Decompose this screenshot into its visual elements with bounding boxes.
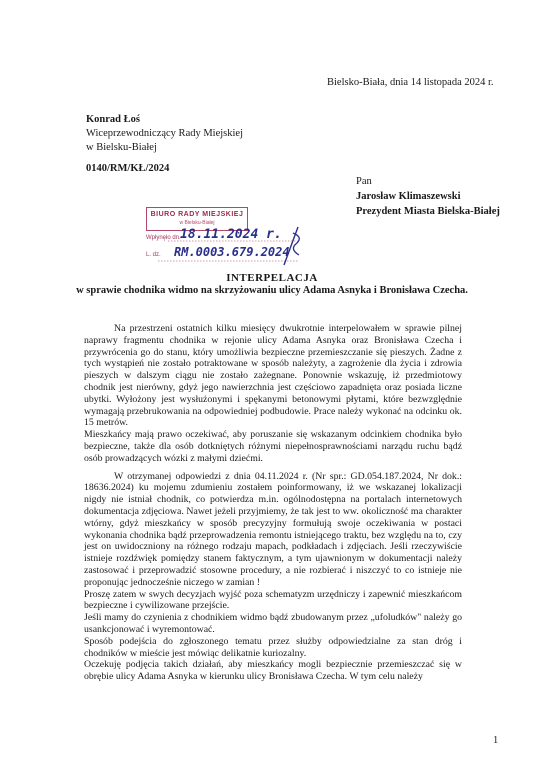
paragraph: Mieszkańcy mają prawo oczekiwać, aby poruszanie się wskazanym odcinkiem chodnika było bezpieczne, także dla osób dotkniętych różnymi niepełnosprawnościami narządu ruchu bądź osób prowadzących wózki z małymi dziećmi. (84, 429, 462, 464)
paragraph: W otrzymanej odpowiedzi z dnia 04.11.2024 r. (Nr spr.: GD.054.187.2024, Nr dok.: 18636.2024) ku mojemu zdumieniu zostałem poinformowany, iż we wskazanej lokalizacji nigdy nie istniał chodnik, co potwierdza m.in. ogólnodostępna na portalach internetowych dokumentacja zdjęciowa. Nawet jeżeli przyjmiemy, że tak jest to ww. okoliczność ma charakter wtórny, gdyż mieszkańcy w sposób precyzyjny formułują swoje oczekiwania w postaci wykonania chodnika bądź przeprowadzenia remontu istniejącego traktu, bez względu na to, czy jest on uwidoczniony na różnego rodzaju mapach, podkładach i zdjęciach. Jeśli rzeczywiście istnieje rozdźwięk pomiędzy stanem faktycznym, a tym ujawnionym w dokumentacji należy zastosować i przeprowadzić stosowne procedury, a nie rozbierać i niszczyć to co istnieje nie proponując jednocześnie niczego w zamian ! (84, 470, 462, 588)
recipient-title: Prezydent Miasta Bielska-Białej (356, 206, 500, 217)
stamp-received-date: 18.11.2024 r. (180, 227, 282, 242)
paragraph: Na przestrzeni ostatnich kilku miesięcy dwukrotnie interpelowałem w sprawie pilnej naprawy fragmentu chodnika w rejonie ulicy Adama Asnyka oraz Bronisława Czecha i przywrócenia go do stanu, który umożliwia bezpieczne przemieszczanie się pieszych. Żadne z tych wystąpień nie zostało potraktowane w sposób należyty, a zagrożenie dla życia i zdrowia pieszych w dalszym ciągu nie zostało zażegnane. Ponownie wskazuję, iż przedmiotowy chodnik jest nierówny, gdyż jego nawierzchnia jest częściowo zapadnięta oraz posiada liczne ubytki. Wyłożony jest wysłużonymi i spękanymi betonowymi płytami, które bezwzględnie wymagają przebrukowania na odpowiedniej podbudowie. Prace należy wykonać na odcinku ok. 15 metrów. (84, 323, 462, 429)
sender-city: w Bielsku-Białej (86, 142, 157, 153)
document-title: INTERPELACJA (226, 272, 318, 284)
sender-name: Konrad Łoś (86, 114, 140, 125)
document-subtitle: w sprawie chodnika widmo na skrzyżowaniu ulicy Adama Asnyka i Bronisława Czecha. (76, 285, 468, 296)
recipient-name: Jarosław Klimaszewski (356, 191, 461, 202)
recipient-block (356, 174, 500, 219)
stamp-city: w Bielsku-Białej (179, 220, 215, 226)
page-number: 1 (493, 735, 499, 746)
registry-stamp (138, 205, 313, 267)
paragraph: Proszę zatem w swych decyzjach wyjść poza schematyzm urzędniczy i zapewnić mieszkańcom bezpieczne i cywilizowane przejście. (84, 588, 462, 612)
stamp-office: BIURO RADY MIEJSKIEJ (150, 211, 244, 218)
stamp-received-label: Wpłynęło dn. (146, 235, 181, 241)
document-body (84, 323, 462, 683)
paragraph: Sposób podejścia do zgłoszonego tematu przez służby odpowiedzialne za stan dróg i chodników w mieście jest mówiąc delikatnie kuriozalny. (84, 635, 462, 659)
recipient-salutation: Pan (356, 176, 372, 187)
stamp-reference-number: RM.0003.679.2024 (174, 245, 290, 259)
document-signature: 0140/RM/KŁ/2024 (86, 163, 170, 174)
paragraph: Oczekuję podjęcia takich działań, aby mieszkańcy mogli bezpiecznie przemieszczać się w obrębie ulicy Adama Asnyka w kierunku ulicy Bronisława Czecha. W tym celu należy (84, 659, 462, 683)
paragraph: Jeśli mamy do czynienia z chodnikiem widmo bądź zbudowanym przez „ufoludków" należy go usankcjonować i wyremontować. (84, 612, 462, 635)
place-date: Bielsko-Biała, dnia 14 listopada 2024 r. (327, 77, 494, 88)
sender-block (86, 113, 243, 155)
sender-role: Wiceprzewodniczący Rady Miejskiej (86, 128, 244, 139)
stamp-number-label: L. dz. (146, 252, 161, 258)
